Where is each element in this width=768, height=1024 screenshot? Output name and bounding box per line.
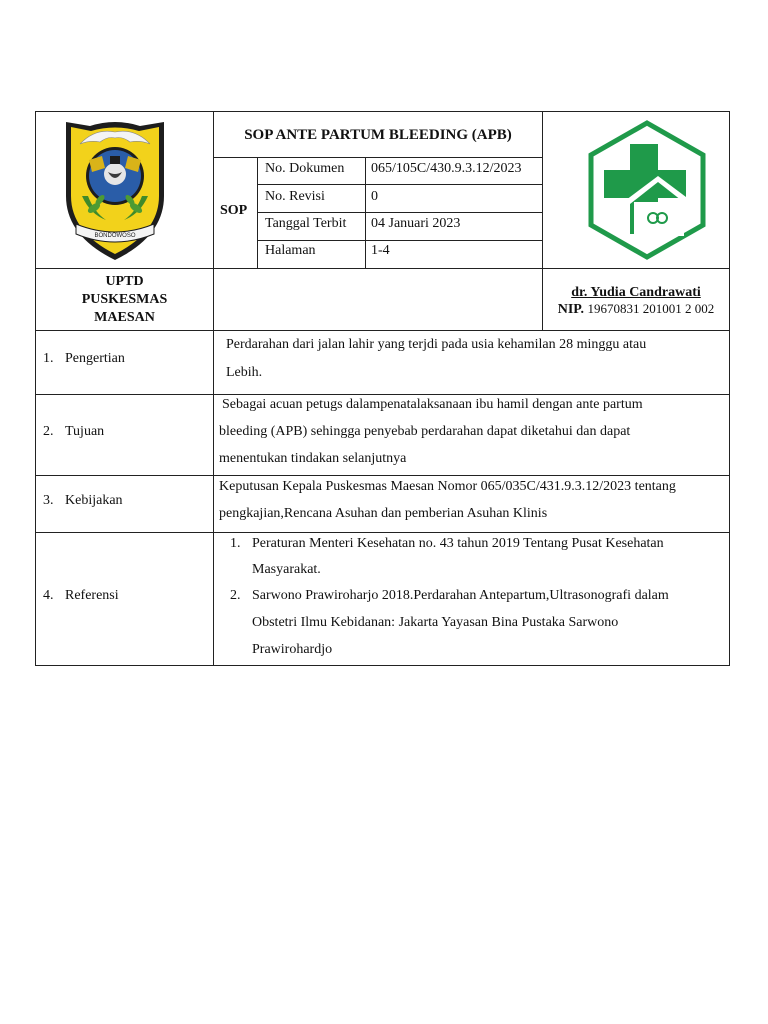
section-text-line: Lebih. xyxy=(226,365,263,380)
divider xyxy=(257,240,543,241)
reference-number: 1. xyxy=(230,536,241,551)
doc-field-value: 1-4 xyxy=(371,243,390,258)
divider xyxy=(35,394,730,395)
section-text-line: pengkajian,Rencana Asuhan dan pemberian Asuhan Klinis xyxy=(219,506,548,521)
section-text-line: menentukan tindakan selanjutnya xyxy=(219,451,407,466)
divider xyxy=(35,330,730,331)
section-number: 4. xyxy=(43,588,54,603)
reference-text-line: Masyarakat. xyxy=(252,562,321,577)
org-name-line: MAESAN xyxy=(94,310,155,325)
table-border-top xyxy=(35,111,730,112)
signer-nip xyxy=(543,300,729,319)
bondowoso-crest-logo xyxy=(60,116,170,262)
section-number: 3. xyxy=(43,493,54,508)
section-text-line: Perdarahan dari jalan lahir yang terjdi pada usia kehamilan 28 minggu atau xyxy=(226,337,647,352)
doc-field-value: 0 xyxy=(371,189,378,204)
doc-field-label: Halaman xyxy=(265,243,316,258)
section-text-line: Sebagai acuan petugs dalampenatalaksanaan ibu hamil dengan ante partum xyxy=(222,397,643,412)
org-name-line: PUSKESMAS xyxy=(81,292,168,307)
reference-text-line: Prawirohardjo xyxy=(252,642,333,657)
divider xyxy=(257,212,543,213)
divider xyxy=(213,111,214,666)
doc-field-label: No. Dokumen xyxy=(265,161,345,176)
section-number: 2. xyxy=(43,424,54,439)
document-title: SOP ANTE PARTUM BLEEDING (APB) xyxy=(244,127,512,143)
section-label: Tujuan xyxy=(65,424,105,439)
table-border-bottom xyxy=(35,665,730,666)
divider xyxy=(365,157,366,269)
section-label: Referensi xyxy=(65,588,119,603)
signer-nip-value: 19670831 201001 2 002 xyxy=(587,301,715,316)
section-text-line: bleeding (APB) sehingga penyebab perdarahan dapat diketahui dan dapat xyxy=(219,424,631,439)
doc-field-value: 065/105C/430.9.3.12/2023 xyxy=(371,161,522,176)
divider xyxy=(35,475,730,476)
divider xyxy=(257,184,543,185)
sop-label: SOP xyxy=(220,203,248,218)
reference-text-line: Obstetri Ilmu Kebidanan: Jakarta Yayasan Bina Pustaka Sarwono xyxy=(252,615,619,630)
table-border-left xyxy=(35,111,36,666)
table-border-right xyxy=(729,111,730,666)
reference-number: 2. xyxy=(230,588,241,603)
seal-text: BONDOWOSO xyxy=(94,233,136,239)
section-label: Kebijakan xyxy=(65,493,123,508)
org-name-line: UPTD xyxy=(105,274,144,289)
divider xyxy=(35,532,730,533)
doc-field-value: 04 Januari 2023 xyxy=(371,216,461,231)
reference-text-line: Peraturan Menteri Kesehatan no. 43 tahun 2019 Tentang Pusat Kesehatan xyxy=(252,536,664,551)
reference-text-line: Sarwono Prawiroharjo 2018.Perdarahan Antepartum,Ultrasonografi dalam xyxy=(252,588,669,603)
section-label: Pengertian xyxy=(65,351,125,366)
divider xyxy=(213,157,543,158)
section-number: 1. xyxy=(43,351,54,366)
divider xyxy=(257,157,258,269)
section-text-line: Keputusan Kepala Puskesmas Maesan Nomor 065/035C/431.9.3.12/2023 tentang xyxy=(219,479,676,494)
divider xyxy=(35,268,730,269)
signer-name: dr. Yudia Candrawati xyxy=(571,285,701,300)
puskesmas-logo xyxy=(586,120,708,260)
doc-field-label: No. Revisi xyxy=(265,189,325,204)
signer-nip-label: NIP. xyxy=(557,302,585,317)
doc-field-label: Tanggal Terbit xyxy=(265,216,347,231)
